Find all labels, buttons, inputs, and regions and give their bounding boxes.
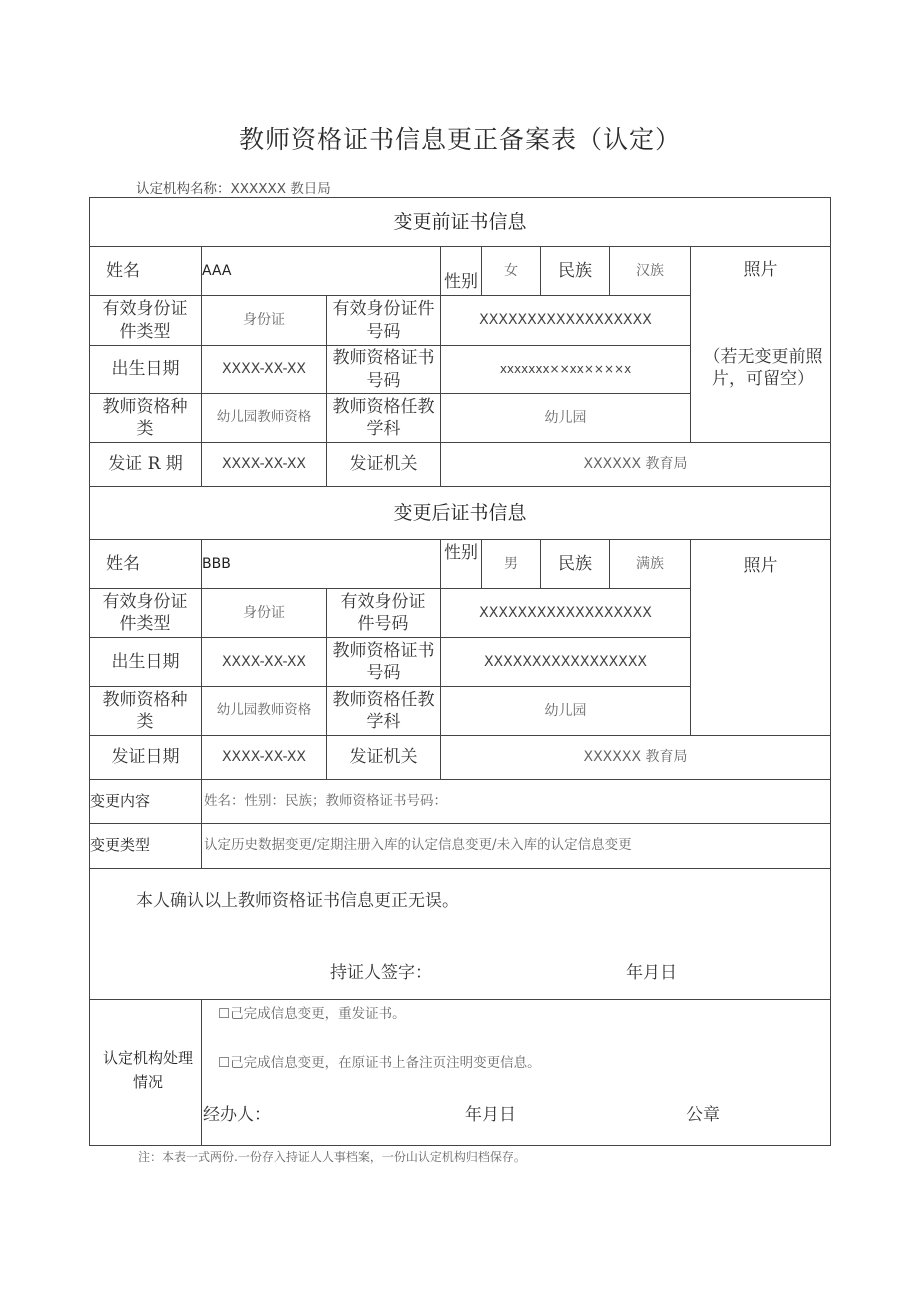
after-issuer-label: 发证机关 [349, 747, 418, 768]
before-gender-value: 女 [504, 262, 518, 279]
option-annotated[interactable]: ☐己完成信息变更，在原证书上备注页注明变更信息。 [218, 1055, 541, 1071]
before-certno-value: xxxxxxx××xx××××x [499, 361, 632, 376]
after-idtype-label: 有效身份证件类型 [102, 591, 188, 634]
org-label: 认定机构名称： [136, 181, 231, 197]
after-gender-value: 男 [504, 555, 518, 572]
after-ethnic-value: 满族 [636, 555, 664, 572]
after-idno-value: XXXXXXXXXXXXXXXXXX [479, 604, 652, 621]
handler-date-label: 年月日 [465, 1105, 516, 1125]
after-idtype-value: 身份证 [243, 604, 285, 621]
holder-signature-label: 持证人签字： [330, 963, 432, 983]
after-name-value: BBB [202, 555, 231, 572]
confirm-statement: 本人确认以上教师资格证书信息更正无误。 [136, 891, 459, 911]
after-birth-value: XXXX-XX-XX [221, 653, 307, 670]
before-idtype-value: 身份证 [243, 312, 285, 329]
after-certtype-label: 教师资格种类 [102, 689, 188, 732]
after-subject-label: 教师资格任教学科 [332, 689, 435, 732]
before-idno-value: XXXXXXXXXXXXXXXXXX [479, 312, 652, 329]
before-ethnic-label: 民族 [558, 260, 592, 281]
after-certno-value: XXXXXXXXXXXXXXXXX [483, 653, 648, 670]
footnote: 注：本表一式两份.一份存入持证人人事档案，一份山认定机构归档保存。 [138, 1150, 526, 1164]
after-name-label: 姓名 [106, 553, 140, 574]
before-certtype-label: 教师资格种类 [102, 396, 188, 439]
before-idtype-label: 有效身份证件类型 [102, 299, 188, 342]
before-subject-value: 幼儿园 [544, 409, 587, 426]
handler-label: 经办人： [203, 1105, 271, 1125]
before-name-label: 姓名 [106, 260, 140, 281]
before-photo-note: （若无变更前照片，可留空） [703, 346, 823, 389]
before-idno-label: 有效身份证件号码 [332, 299, 435, 342]
before-birth-label: 出生日期 [111, 359, 180, 380]
after-certno-label: 教师资格证书号码 [332, 640, 435, 683]
change-type-label: 变更类型 [90, 836, 151, 855]
before-issuer-value: XXXXXX 教育局 [583, 456, 688, 473]
before-certno-label: 教师资格证书号码 [332, 348, 435, 391]
before-birth-value: XXXX-XX-XX [221, 361, 307, 378]
after-gender-label: 性别 [444, 542, 478, 563]
before-subject-label: 教师资格任教学科 [332, 396, 435, 439]
after-photo-label: 照片 [743, 555, 778, 576]
after-issuer-value: XXXXXX 教育局 [583, 749, 688, 766]
change-type-value: 认定历史数据变更/定期注册入库的认定信息变更/未入库的认定信息变更 [204, 837, 632, 854]
after-issue-label: 发证日期 [111, 747, 180, 768]
after-birth-label: 出生日期 [111, 651, 180, 672]
after-header: 变更后证书信息 [393, 501, 527, 524]
option-reissued[interactable]: ☐己完成信息变更，重发证书。 [218, 1006, 406, 1022]
after-ethnic-label: 民族 [558, 553, 592, 574]
before-ethnic-value: 汉族 [636, 262, 664, 279]
before-name-value: AAA [202, 262, 232, 279]
change-content-value: 姓名：性别：民族；教师资格证书号码： [204, 792, 447, 809]
org-value: XXXXXX 教日局 [230, 181, 331, 197]
holder-date-label: 年月日 [626, 963, 677, 983]
after-issue-value: XXXX-XX-XX [221, 749, 307, 766]
after-idno-label: 有效身份证件号码 [340, 591, 426, 634]
after-subject-value: 幼儿园 [544, 702, 587, 719]
before-certtype-value: 幼儿园教师资格 [216, 409, 312, 426]
form-title: 教师资格证书信息更正备案表（认定） [238, 125, 681, 154]
before-issue-value: XXXX-XX-XX [221, 456, 307, 473]
change-content-label: 变更内容 [90, 791, 151, 810]
before-photo-label: 照片 [743, 259, 778, 280]
handling-label: 认定机构处理情况 [102, 1049, 193, 1091]
before-issue-label: 发证 R 期 [108, 454, 183, 475]
org-line [136, 177, 331, 197]
seal-label: 公章 [686, 1105, 720, 1125]
after-certtype-value: 幼儿园教师资格 [216, 702, 312, 719]
before-issuer-label: 发证机关 [349, 454, 418, 475]
before-gender-label: 性别 [444, 271, 478, 292]
before-header: 变更前证书信息 [393, 210, 527, 233]
